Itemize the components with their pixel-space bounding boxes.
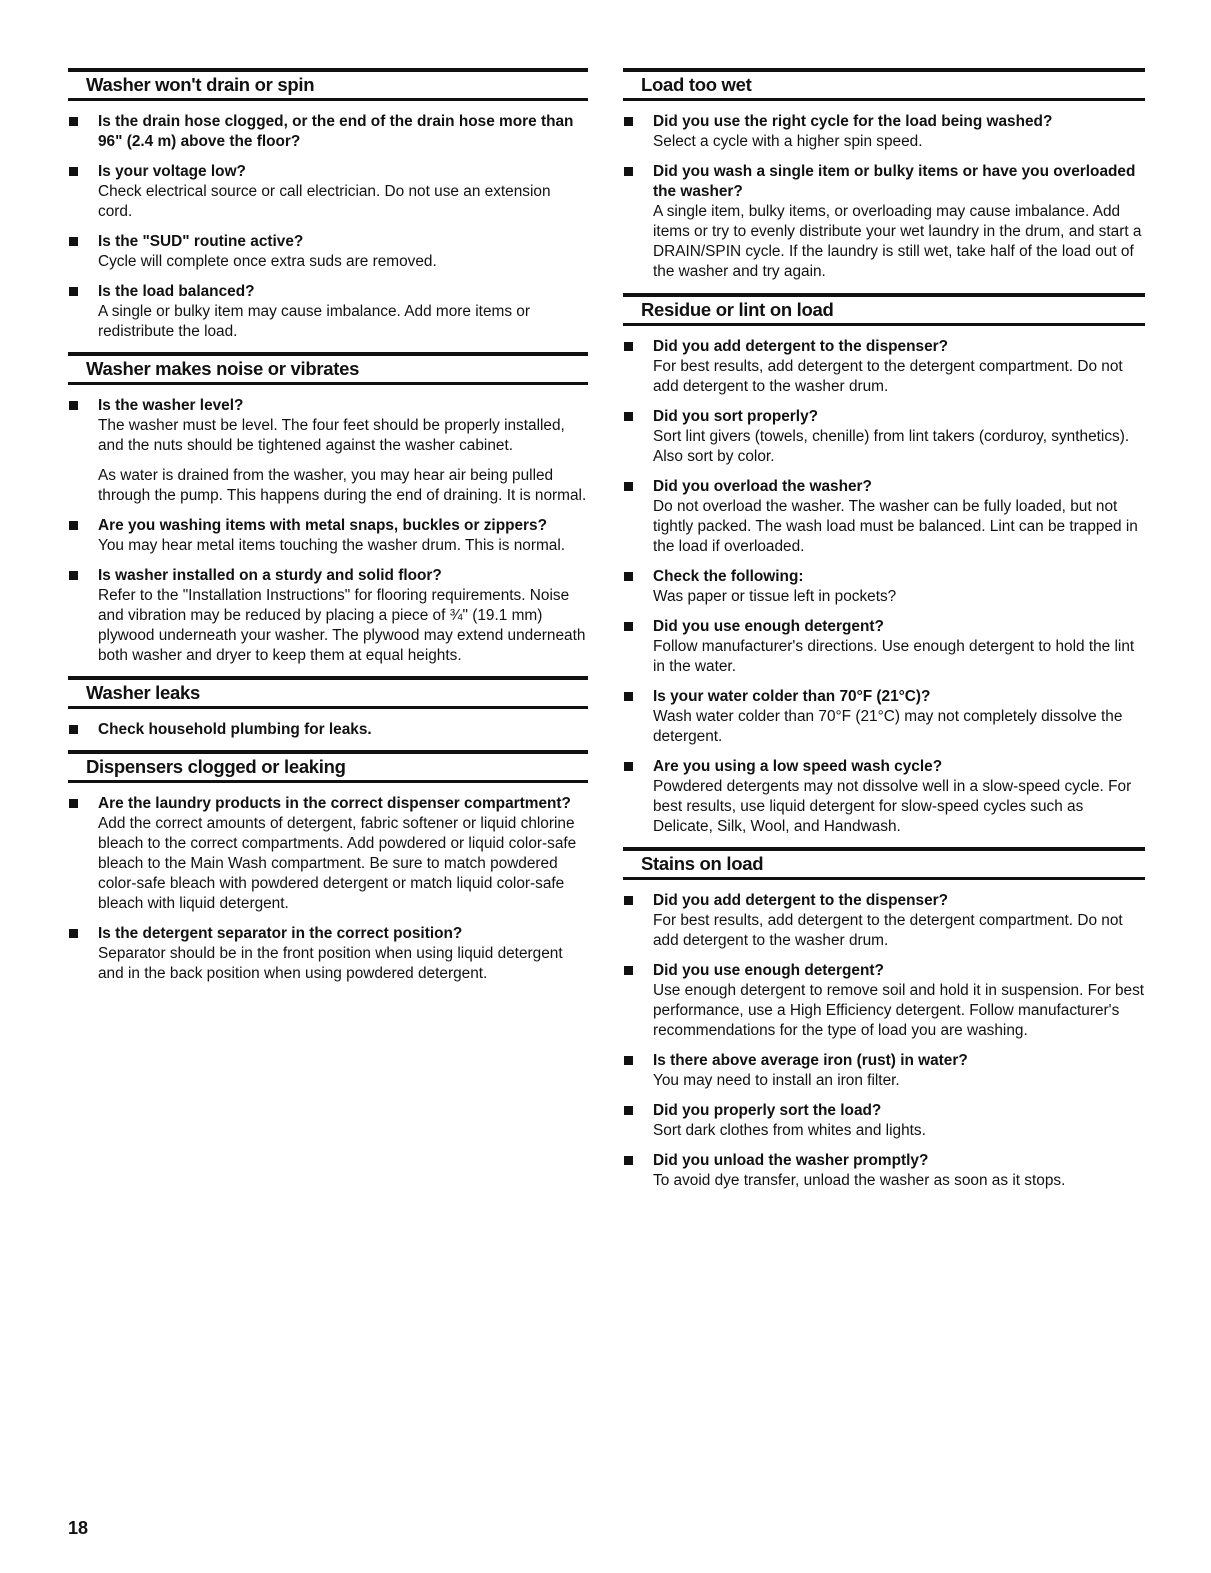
list-item [68,566,588,666]
answer-text: Refer to the "Installation Instructions" for flooring requirements. Noise and vibration may be reduced by placing a piece of ¾" (19.1 mm) plywood underneath your washer. The plywood may extend underneath both washer and dryer to keep them at equal heights. [98,587,586,664]
answer-text: Was paper or tissue left in pockets? [653,588,897,605]
answer-text: Use enough detergent to remove soil and hold it in suspension. For best performance, use a High Efficiency detergent. Follow manufacturer's recommendations for the type of load you are washing. [653,982,1145,1039]
square-bullet-icon [624,482,633,491]
square-bullet-icon [624,342,633,351]
answer-text: As water is drained from the washer, you may hear air being pulled through the pump. This happens during the end of draining. It is normal. [98,467,587,504]
question-text: Is there above average iron (rust) in water? [653,1052,968,1069]
list-item [623,112,1145,152]
left-column [68,68,588,994]
section-title: Dispensers clogged or leaking [68,750,588,783]
answer-text: Do not overload the washer. The washer can be fully loaded, but not tightly packed. The wash load must be balanced. Lint can be trapped in the load if overloaded. [653,498,1138,555]
answer-text: Cycle will complete once extra suds are removed. [98,253,437,270]
list-item [68,232,588,272]
answer-text: Powdered detergents may not dissolve well in a slow-speed cycle. For best results, use liquid detergent for slow-speed cycles such as Delicate, Silk, Wool, and Handwash. [653,778,1132,835]
list-item [68,162,588,222]
list-item [68,794,588,914]
answer-text: For best results, add detergent to the detergent compartment. Do not add detergent to the washer drum. [653,358,1123,395]
list-item [623,567,1145,607]
section-load-too-wet [623,68,1145,282]
square-bullet-icon [69,401,78,410]
square-bullet-icon [69,287,78,296]
square-bullet-icon [624,966,633,975]
square-bullet-icon [624,412,633,421]
answer-text: To avoid dye transfer, unload the washer as soon as it stops. [653,1172,1066,1189]
section-title: Washer leaks [68,676,588,709]
square-bullet-icon [624,896,633,905]
question-text: Did you add detergent to the dispenser? [653,338,949,355]
section-title: Washer won't drain or spin [68,68,588,101]
question-text: Is the load balanced? [98,283,255,300]
list-item [68,396,588,506]
answer-text: A single item, bulky items, or overloading may cause imbalance. Add items or try to evenly distribute your wet laundry in the drum, and start a DRAIN/SPIN cycle. If the laundry is still wet, take half of the load out of the washer and try again. [653,203,1142,280]
question-list [623,101,1145,282]
answer-text: Sort dark clothes from whites and lights. [653,1122,926,1139]
square-bullet-icon [624,622,633,631]
section-title: Load too wet [623,68,1145,101]
question-text: Did you use the right cycle for the load being washed? [653,113,1053,130]
answer-text: Sort lint givers (towels, chenille) from lint takers (corduroy, synthetics). Also sort by color. [653,428,1130,465]
page-number: 18 [68,1518,89,1538]
square-bullet-icon [624,762,633,771]
question-text: Is the washer level? [98,397,244,414]
question-text: Check household plumbing for leaks. [98,721,372,738]
question-text: Are you washing items with metal snaps, buckles or zippers? [98,517,548,534]
list-item [623,757,1145,837]
answer-text: For best results, add detergent to the detergent compartment. Do not add detergent to the washer drum. [653,912,1123,949]
square-bullet-icon [624,1156,633,1165]
question-text: Is your water colder than 70°F (21°C)? [653,688,931,705]
answer-text: Select a cycle with a higher spin speed. [653,133,923,150]
section-dispensers-clogged-or-leaking [68,750,588,984]
list-item [68,282,588,342]
list-item [623,961,1145,1041]
question-list [68,783,588,984]
question-text: Check the following: [653,568,804,585]
section-residue-or-lint-on-load [623,293,1145,837]
question-list [68,385,588,666]
answer-text: Follow manufacturer's directions. Use enough detergent to hold the lint in the water. [653,638,1135,675]
question-list [623,326,1145,837]
question-text: Did you unload the washer promptly? [653,1152,929,1169]
square-bullet-icon [624,692,633,701]
list-item [623,1151,1145,1191]
question-text: Is the detergent separator in the correct position? [98,925,463,942]
square-bullet-icon [69,929,78,938]
list-item [68,924,588,984]
section-washer-won-t-drain-or-spin [68,68,588,342]
list-item [68,516,588,556]
question-text: Did you properly sort the load? [653,1102,882,1119]
square-bullet-icon [624,1056,633,1065]
question-text: Did you sort properly? [653,408,819,425]
answer-text: Wash water colder than 70°F (21°C) may not completely dissolve the detergent. [653,708,1123,745]
question-text: Are the laundry products in the correct dispenser compartment? [98,795,571,812]
section-washer-leaks [68,676,588,740]
square-bullet-icon [624,167,633,176]
question-list [68,101,588,342]
square-bullet-icon [69,521,78,530]
list-item [623,891,1145,951]
question-text: Is the drain hose clogged, or the end of the drain hose more than 96" (2.4 m) above the floor? [98,113,574,150]
question-text: Did you use enough detergent? [653,962,884,979]
list-item [623,477,1145,557]
list-item [68,720,588,740]
question-text: Did you use enough detergent? [653,618,884,635]
question-text: Did you add detergent to the dispenser? [653,892,949,909]
answer-text: Add the correct amounts of detergent, fabric softener or liquid chlorine bleach to the correct compartments. Add powdered or liquid color-safe bleach to the Main Wash compartment. Be sure to match powdered color-safe bleach with powdered detergent or match liquid color-safe bleach with liquid detergent. [98,815,577,912]
section-stains-on-load [623,847,1145,1191]
list-item [623,1051,1145,1091]
answer-text: You may hear metal items touching the washer drum. This is normal. [98,537,566,554]
list-item [623,687,1145,747]
square-bullet-icon [69,117,78,126]
question-list [68,709,588,740]
question-text: Is washer installed on a sturdy and solid floor? [98,567,442,584]
answer-text: A single or bulky item may cause imbalance. Add more items or redistribute the load. [98,303,530,340]
square-bullet-icon [624,572,633,581]
list-item [623,162,1145,282]
right-column [623,68,1145,1201]
section-washer-makes-noise-or-vibrates [68,352,588,666]
square-bullet-icon [69,725,78,734]
question-text: Did you wash a single item or bulky items or have you overloaded the washer? [653,163,1136,200]
section-title: Stains on load [623,847,1145,880]
square-bullet-icon [69,167,78,176]
square-bullet-icon [624,1106,633,1115]
question-text: Is your voltage low? [98,163,246,180]
question-text: Did you overload the washer? [653,478,872,495]
list-item [623,407,1145,467]
list-item [623,617,1145,677]
question-text: Is the "SUD" routine active? [98,233,304,250]
square-bullet-icon [69,237,78,246]
list-item [623,1101,1145,1141]
question-list [623,880,1145,1191]
answer-text: The washer must be level. The four feet should be properly installed, and the nuts should be tightened against the washer cabinet. [98,417,565,454]
question-text: Are you using a low speed wash cycle? [653,758,943,775]
list-item [623,337,1145,397]
square-bullet-icon [624,117,633,126]
square-bullet-icon [69,799,78,808]
answer-text: Check electrical source or call electrician. Do not use an extension cord. [98,183,551,220]
answer-text: Separator should be in the front position when using liquid detergent and in the back position when using powdered detergent. [98,945,563,982]
answer-text: You may need to install an iron filter. [653,1072,900,1089]
section-title: Residue or lint on load [623,293,1145,326]
list-item [68,112,588,152]
section-title: Washer makes noise or vibrates [68,352,588,385]
square-bullet-icon [69,571,78,580]
